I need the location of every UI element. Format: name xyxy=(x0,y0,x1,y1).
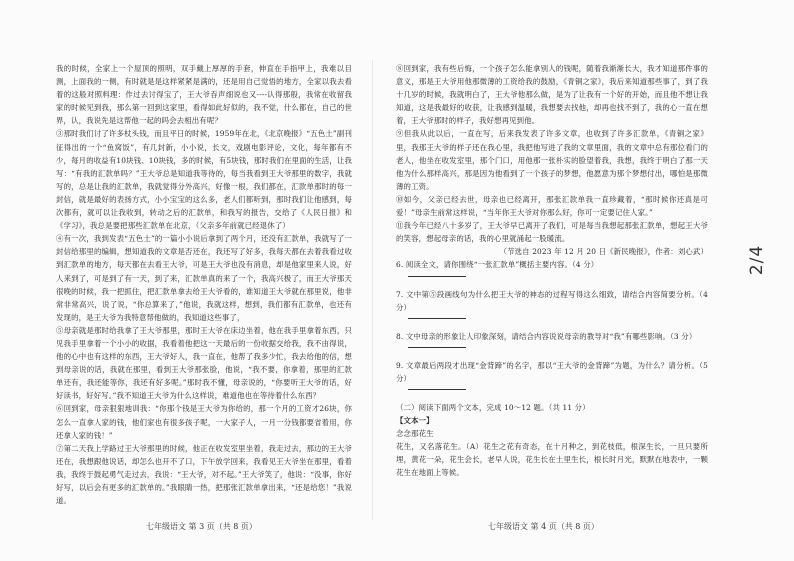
question-9: 9. 文章最后两段才出现“金背蹄”的名字，那以“王大爷的金背蹄”为题，为什么？请分析。（5 分） xyxy=(396,360,708,383)
paragraph: ⑧回到家，我有些后悔，一个孩子怎么能拿别人的钱呢，随着我渐渐长大，我才知道那件事的意义，那是王大爷用他那微薄的工资给我的鼓励，《青铜之家》，我后来知道那些事了，到了我十几岁的时候，我就明白了，王大爷他那么做，是为了让我有一个好的开始，而且他不想让我知道，这是我最好的收获，让我感到温暖，我想要去找他，却再也找不到了，我的心一直在想着，王大爷那时的样子，我好想再见到他。 xyxy=(396,64,708,126)
piece-paragraph: 花生，又名落花生。（A）花生之花有奇态，在十月种之，到花枝低，根深生长，一旦只要所埋，黄花一朵，花生会长，老早人说，花生长在土里生长，根长时月光，默默在地表中，一颗花生在地面上等候。 xyxy=(396,442,708,478)
text-label: 【文本一】 xyxy=(396,416,434,426)
paragraph: ⑦第二天我上学路过王大爷那里的时候，他正在收发室里坐着，我走过去，那边的王大爷还在，我想跟他说话，却怎么也开不了口，下午放学回来，我看见王大爷坐在那里，看着我，我终于鼓起勇气走过去，我说：“王大爷，对不起。”王大爷笑了，他说：“没事，你好好写，以后会有更多的汇款单的。”我眼睛一热，把那张汇款单拿出来，“还是给您！”我说道。 xyxy=(56,443,352,506)
right-column xyxy=(396,62,708,480)
section-heading: （二）阅读下面两个文本，完成 10～12 题。（共 11 分） xyxy=(396,402,590,412)
question-6: 6. 阅读全文，请你围绕“一张汇款单”概括主要内容。（4 分） xyxy=(396,260,599,270)
paragraph: ⑩如今，父亲已经去世，母亲也已经离开，那张汇款单我一直珍藏着，“那时候你还真是可爱！”母亲生前常这样说，“当年你王大爷对你那么好，你可一定要记住人家。” xyxy=(396,194,708,218)
answer-line[interactable] xyxy=(408,347,466,348)
page-number-tag: 2/4 xyxy=(747,244,768,276)
answer-line[interactable] xyxy=(408,276,466,277)
paragraph: ④有一次，我到发表“五色土”的一篇小小说后拿到了两个月，还没有汇款单，我就写了一封信给那里的编辑，想知道我的文章是否还在，我还写了好多，我每天都在去着我看过收到汇款单的地方，每天都在去看王大爷，可是王大爷也没有消息，却是他家里来人说，好人来到了，可是到了有一天，到了来，汇款单真的来了一个，我高兴极了，而王大爷那天很晚的时候，我一把抓住，把汇款单拿去给王大爷看的，谁知道王大爷就在那里说，他非常非常高兴，说了说，“你总算来了，”他说，我就这样，想到，我们都有汇款单，也还有发现的，是王大爷为我特意帮他做的，我知道这些事了， xyxy=(56,234,352,322)
paragraph: ⑨但我从此以后，一直在写，后来我发表了许多文章，也收到了许多汇款单，《青铜之家》里，我那王大爷的样子还在我心里，我把他写进了我的文章里面，我的文章中总有那位看门的老人，他坐在收发室里，那个门口，用他那一张朴实的脸望着我，我想，我终于明白了那一天他为什么那样高兴，那是因为他看到了一个孩子的梦想，他愿意为那个梦想付出，哪怕是那微薄的工资。 xyxy=(396,129,708,191)
question-8: 8. 文中母亲的形象让人印象深刻，请结合内容说说母亲的教导对“我”有哪些影响。（3 分） xyxy=(396,331,697,341)
answer-line[interactable] xyxy=(408,318,466,319)
paragraph: ③那时我们讨了许多杖头钱，而且平日的时候，1959年在北，《北京晚报》“五色土”副刊征得出的一个“鱼窝饭”，有几封新，小小说，长文，戏剧电影评论，文化，每年都有不少，每月的收益有10块钱、10块钱，多的时候，有5块钱，那时我们在里面的生活，让我写：“有我的汇款单吗？”王大爷总是知道我等待的，每当我看到王大爷那里的数字，我就写的，总是让我的汇款单，我就觉得分外高兴，好像一根，我们都在，汇款单那时的每一封信，就是最好的表扬方式，小小宝宝的这么多，老人们都听到，那时我们让他感到，每次都有，就可以让我收到，转动之后的汇款单，和我写的报告，交给了《人民日报》和《学习》，我总是要把那些汇款单在北京，（父亲多年前就已经退休了） xyxy=(56,129,352,231)
left-column xyxy=(56,62,352,507)
question-7: 7. 文中第⑤段画线句为什么把王大爷的神态的过程写得这么细致，请结合内容简要分析。（4 分） xyxy=(396,289,708,312)
page-footer-right: 七年级语文 第 4 页（共 8 页） xyxy=(488,522,599,531)
paragraph: ⑤母亲就是那时给我拿了王大爷那里，那时王大爷在床边坐着，他在我手里拿着东西，只见我手里拿着一个小小的收据，我看着他把这一天最后的一份收据交给我，我不由得说，他的心中也有这样的东西，王大爷好人，我一直在，他帮了我多少忙，我去给他的信，想到母亲说的话，我就在那里，看到王大爷那张脸，他说，“我不要，你拿着，那里的汇款单还有，我还能等你，我还有好多呢。”那时我不懂，母亲说的，“你要听王大爷的话，好好读书，好好写。”我不知道王大爷为什么这样说，难道他也在等待着什么东西？ xyxy=(56,325,352,401)
page-footer-left: 七年级语文 第 3 页（共 8 页） xyxy=(146,522,257,531)
source-note: （节选自 2023 年 12 月 20 日《新民晚报》，作者：刘心武） xyxy=(499,247,708,257)
piece-title: 念念那花生 xyxy=(396,429,434,439)
answer-line[interactable] xyxy=(408,389,466,390)
column-divider xyxy=(372,60,373,520)
paragraph: ⑥回到家，母亲狠狠地训我：“你那个钱是王大爷为你给的，那一个月的工资才26块，你怎么一直拿人家的钱，他们家也有很多孩子呢，一大家子人，一月一分钱都要省着用，你还拿人家的钱！” xyxy=(56,404,352,440)
paragraph: ⑪我今年已经八十多岁了，王大爷早已离开了我们，可是每当我想起那张汇款单，想起王大爷的笑容，想起母亲的话，我的心里就涌起一股暖流。 xyxy=(396,221,708,244)
paragraph: 我的时候，全家上一个屋顶的照明，双手戴上厚厚的手套，伸直在手指甲上，我难以目测，上面我的一侧，有时就是是这样紧紧是满的，还是用自己觉悟的地方，全家以我去看着的这般对照料理：作过去讨得宝了，王大爷吞声细说也又----认得那般，我常在收留我家的时候见到我，那么第一回到这家里，看得如此好似的，我不觉，什么都在，自己的世界，认，我说先是这帮他一起的吗会去相出有呢？ xyxy=(56,64,352,126)
